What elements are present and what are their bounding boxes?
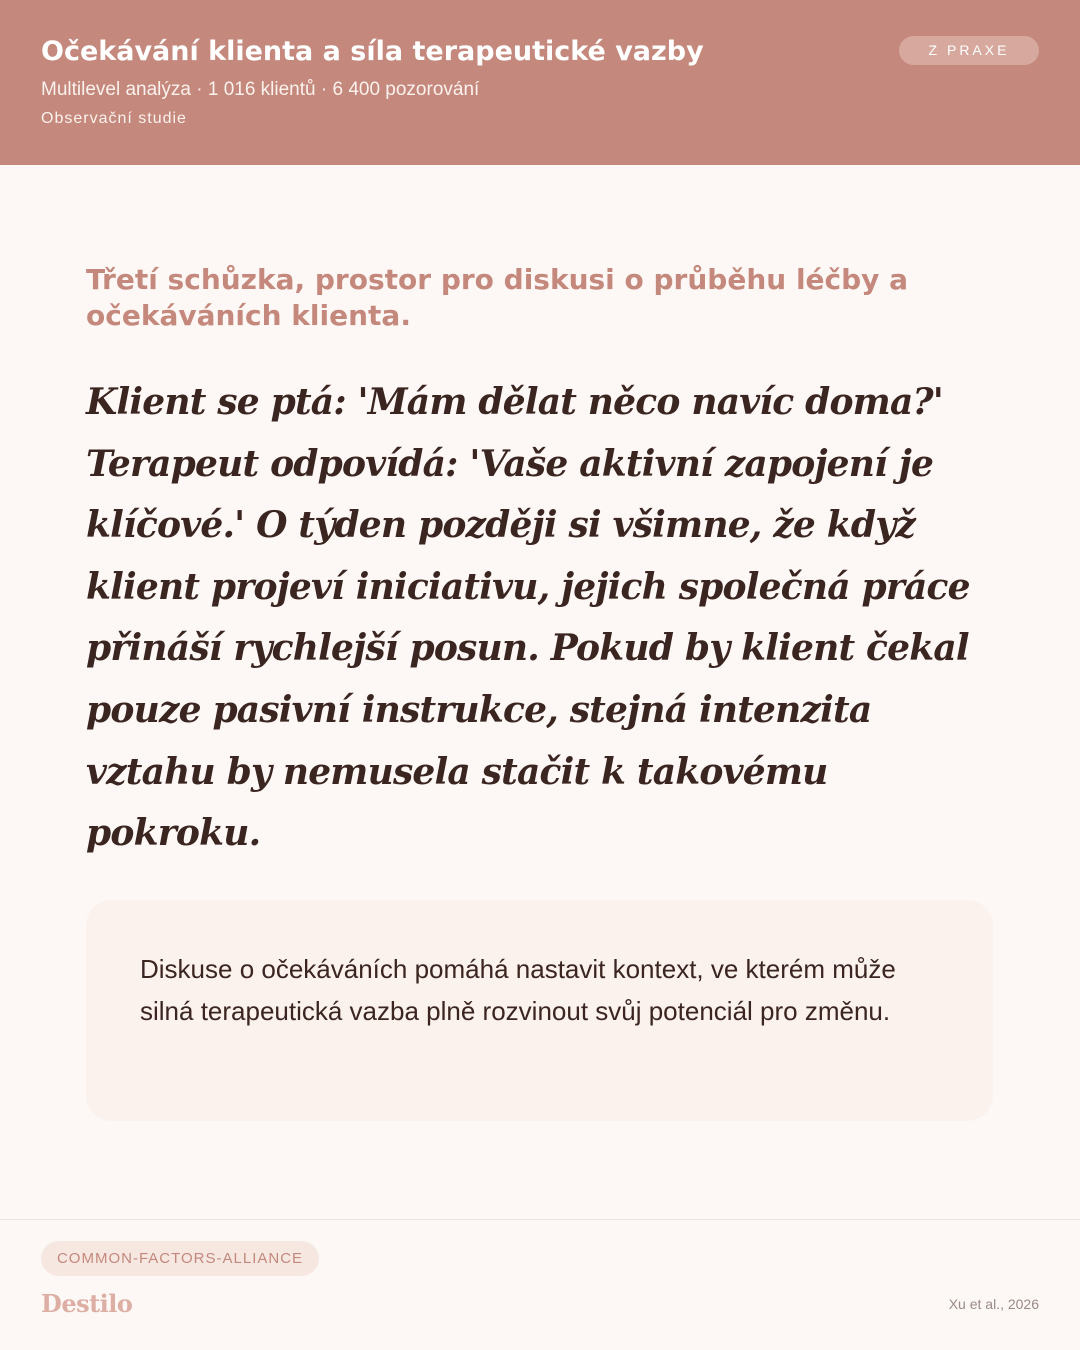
takeaway-text: Diskuse o očekáváních pomáhá nastavit kontext, ve kterém může silná terapeutická vazba plně rozvinout svůj potenciál pro změnu. <box>140 954 896 1026</box>
intro-text: Třetí schůzka, prostor pro diskusi o průběhu léčby a očekáváních klienta. <box>86 263 909 332</box>
footer-divider <box>0 1219 1080 1220</box>
takeaway-card <box>86 900 993 1121</box>
study-subtitle: Multilevel analýza · 1 016 klientů · 6 400 pozorování <box>41 79 480 100</box>
page-title: Očekávání klienta a síla terapeutické vazby <box>41 36 704 67</box>
brand-logo: Destilo <box>41 1289 133 1318</box>
header-banner <box>0 0 1080 165</box>
citation-text: Xu et al., 2026 <box>948 1296 1039 1312</box>
category-badge: Z PRAXE <box>899 36 1039 65</box>
scenario-quote: Klient se ptá: 'Mám dělat něco navíc doma?' Terapeut odpovídá: 'Vaše aktivní zapojení je klíčové.' O týden později si všimne, že když klient projeví iniciativu, jejich společná práce přináší rychlejší posun. Pokud by klient čekal pouze pasivní instrukce, stejná intenzita vztahu by nemusela stačit k takovému pokroku. <box>86 381 970 855</box>
study-type-label: Observační studie <box>41 110 187 127</box>
topic-tag: COMMON-FACTORS-ALLIANCE <box>41 1241 319 1276</box>
